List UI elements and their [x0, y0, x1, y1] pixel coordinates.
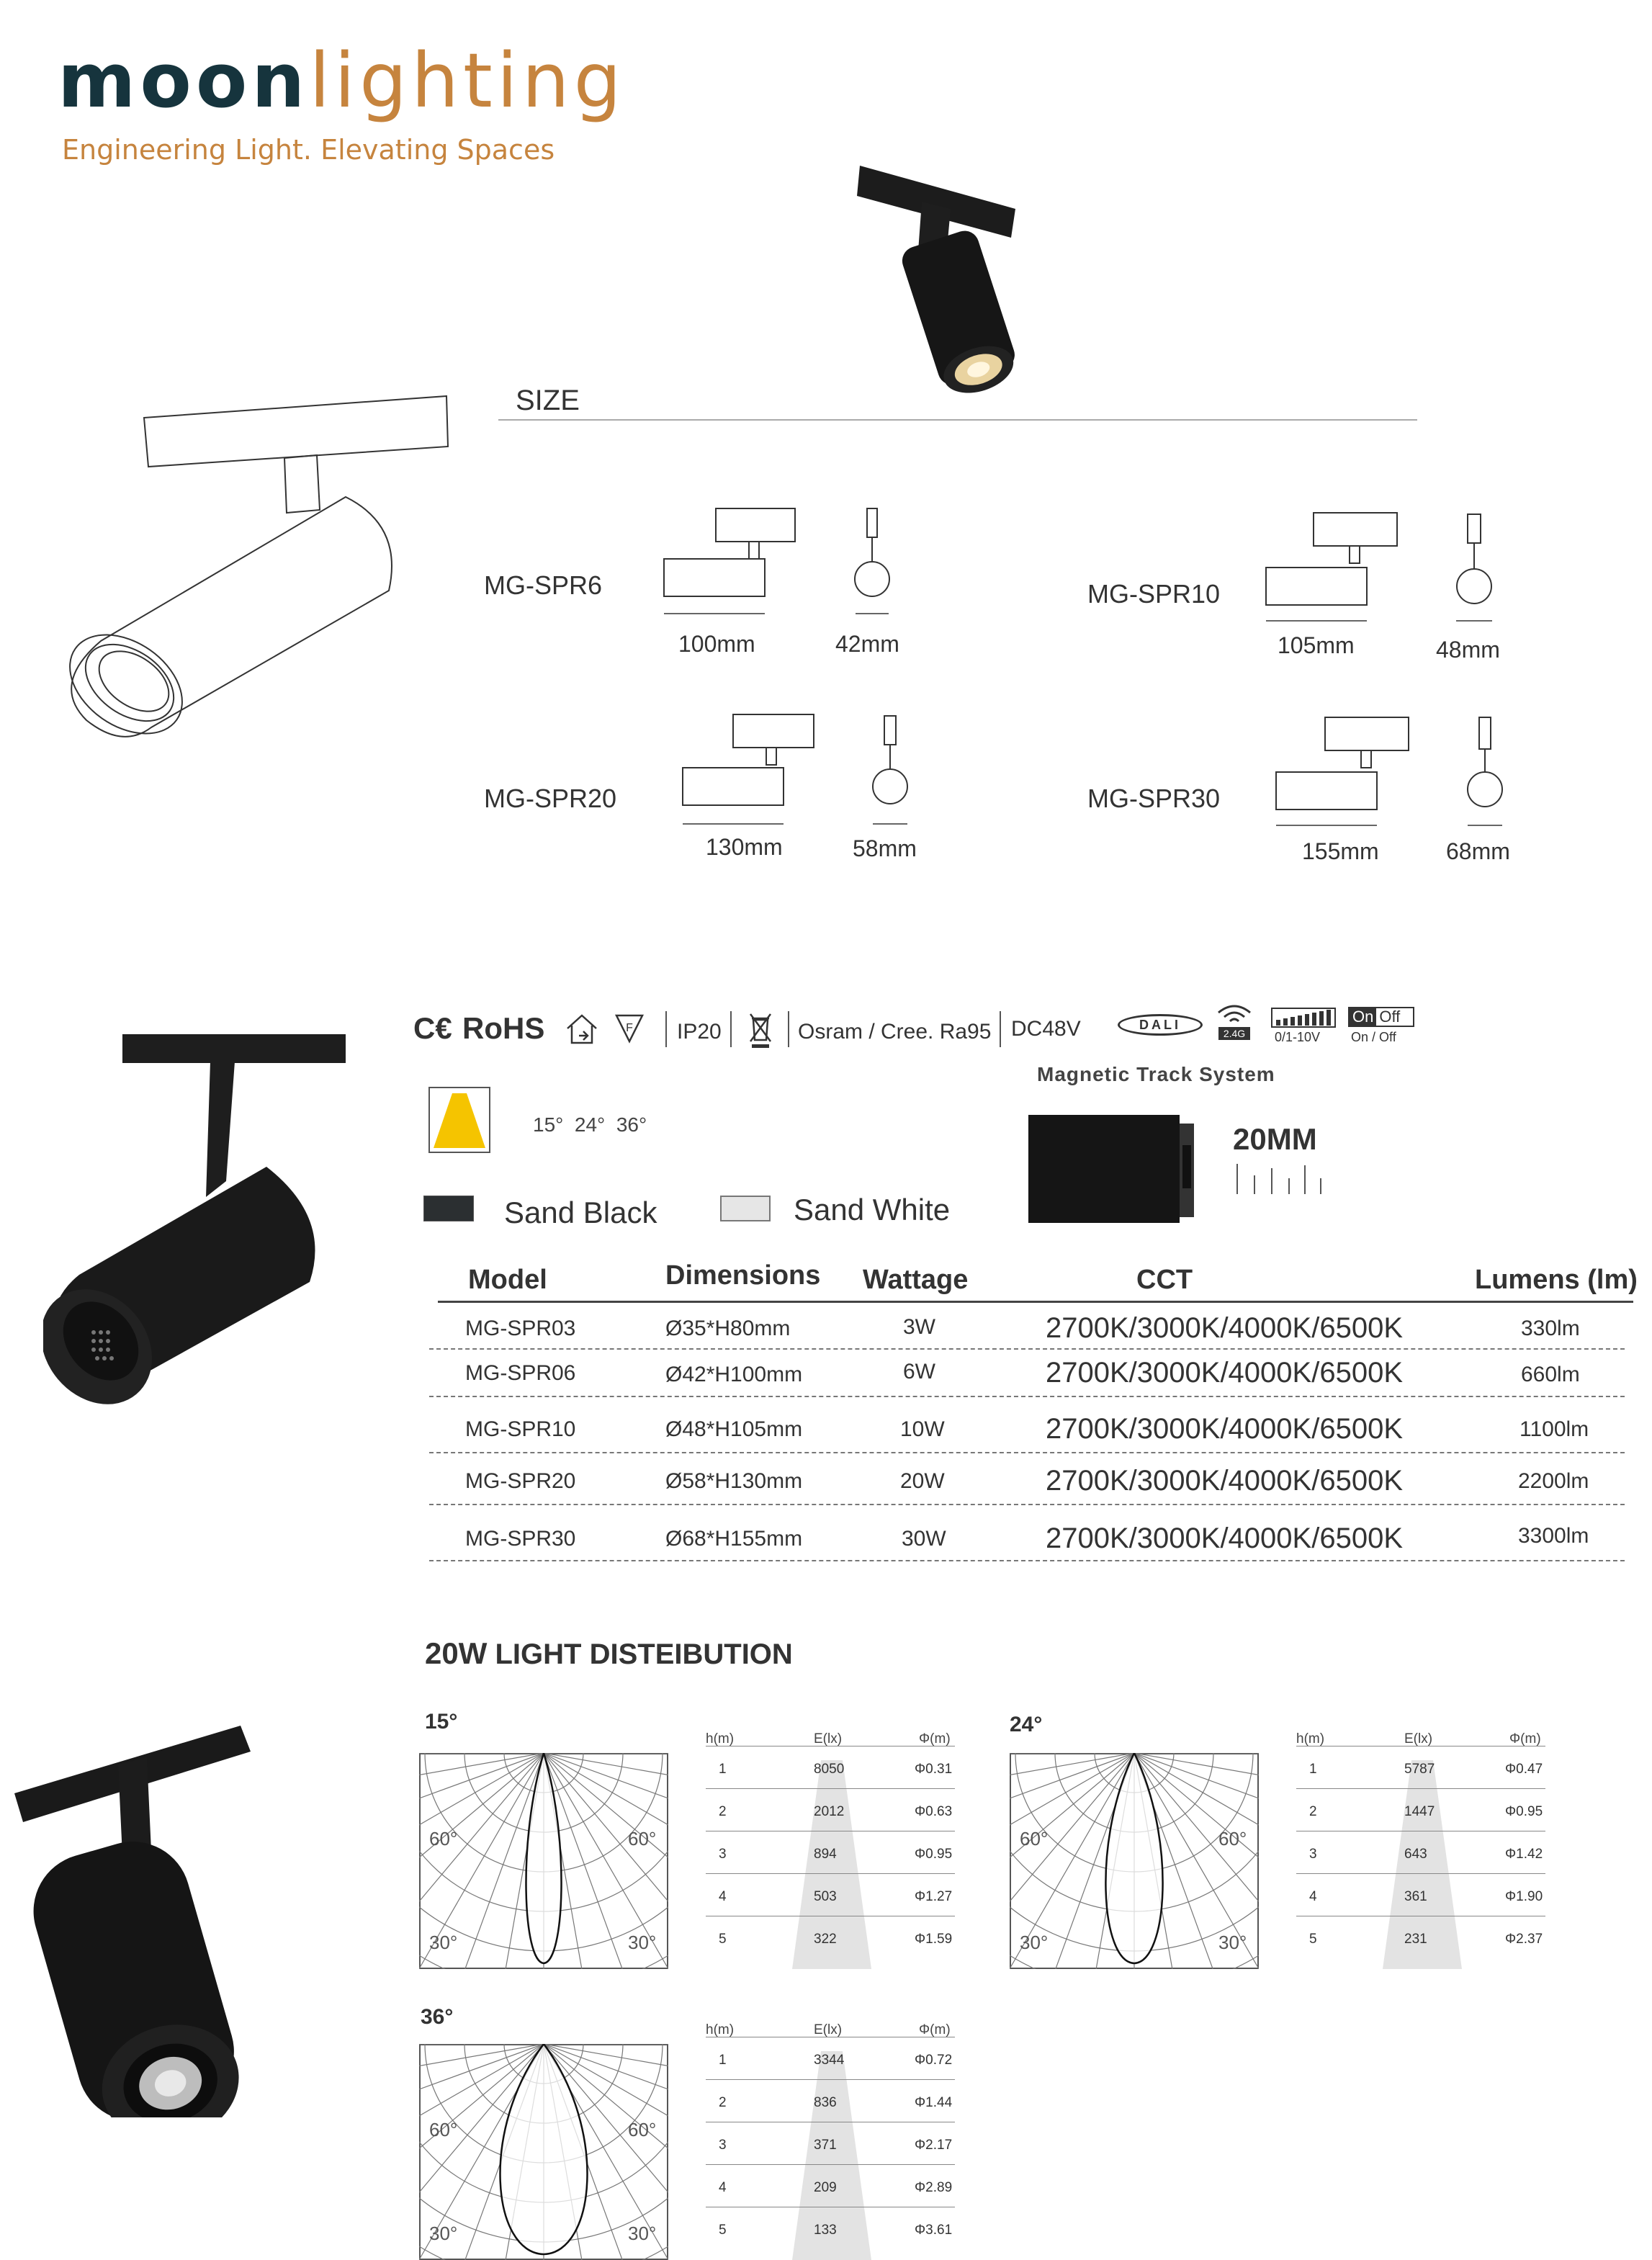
- polar-label: 60°: [628, 1828, 657, 1849]
- table-cell: 2200lm: [1518, 1469, 1589, 1493]
- distribution-cell: 643: [1404, 1847, 1427, 1862]
- distribution-cell: Φ0.72: [915, 2053, 953, 2068]
- distribution-cell: Φ0.47: [1505, 1762, 1543, 1777]
- table-cell: MG-SPR03: [465, 1317, 576, 1340]
- distribution-cell: Φ1.90: [1505, 1889, 1543, 1904]
- table-header-model: Model: [468, 1265, 547, 1295]
- wireless-badge: 2.4G: [1218, 1027, 1250, 1040]
- distribution-cell: 361: [1404, 1889, 1427, 1904]
- distribution-cell: Φ1.44: [915, 2095, 953, 2110]
- distribution-col-header: Φ(m): [1509, 1731, 1541, 1746]
- table-cell: 20W: [900, 1469, 945, 1493]
- brand-name-light: lighting: [309, 37, 626, 125]
- rohs-mark: RoHS: [462, 1011, 545, 1045]
- polar-label: 30°: [628, 1932, 657, 1953]
- distribution-cell: Φ0.95: [915, 1847, 953, 1862]
- size-title: SIZE: [516, 385, 580, 416]
- distribution-cell: 8050: [814, 1762, 845, 1777]
- distribution-cell: Φ2.37: [1505, 1932, 1543, 1947]
- table-cell: 2700K/3000K/4000K/6500K: [1046, 1413, 1403, 1445]
- distribution-cell: 5: [1309, 1932, 1317, 1947]
- product-photo-bottom: [10, 1714, 255, 2117]
- table-cell: 30W: [902, 1527, 946, 1551]
- distribution-col-header: E(lx): [1404, 1731, 1433, 1746]
- distribution-cell: 836: [814, 2095, 837, 2110]
- distribution-cell: 4: [719, 1889, 727, 1904]
- dali-badge: DALI: [1118, 1014, 1203, 1036]
- distribution-cell: 2: [719, 1804, 727, 1819]
- table-cell: 2700K/3000K/4000K/6500K: [1046, 1312, 1403, 1344]
- track-system-label: Magnetic Track System: [1037, 1063, 1275, 1085]
- distribution-col-header: E(lx): [814, 2022, 843, 2037]
- polar-label: 60°: [1020, 1828, 1049, 1849]
- distribution-col-header: Φ(m): [919, 2022, 951, 2037]
- track-ruler-icon: [1233, 1161, 1326, 1197]
- table-row-divider: [429, 1504, 1625, 1505]
- size-length: 155mm: [1302, 838, 1379, 864]
- table-row-divider: [429, 1452, 1625, 1453]
- table-header-rule: [438, 1301, 1633, 1303]
- table-cell: Ø58*H130mm: [665, 1469, 803, 1493]
- polar-label: 30°: [628, 2223, 657, 2244]
- ip-rating: IP20: [677, 1020, 722, 1044]
- distribution-angle: 15°: [425, 1710, 458, 1734]
- finish-swatch-black: [423, 1196, 474, 1221]
- chip-info: Osram / Cree. Ra95: [798, 1020, 992, 1044]
- size-drawing-spr6: [660, 504, 948, 634]
- separator: [1000, 1011, 1001, 1047]
- distribution-cell: 2012: [814, 1804, 845, 1819]
- brand-logo: [58, 37, 626, 125]
- table-cell: MG-SPR30: [465, 1527, 576, 1551]
- finish-swatch-white: [720, 1196, 771, 1221]
- distribution-col-header: E(lx): [814, 1731, 843, 1746]
- distribution-cell: 3: [719, 1847, 727, 1862]
- distribution-angle: 24°: [1010, 1713, 1043, 1736]
- dimming-label: 0/1-10V: [1275, 1030, 1321, 1044]
- table-cell: 660lm: [1521, 1363, 1580, 1386]
- distribution-cell: Φ2.89: [915, 2180, 953, 2195]
- distribution-cell: 1447: [1404, 1804, 1435, 1819]
- distribution-cell: 503: [814, 1889, 837, 1904]
- size-drawing-spr20: [677, 710, 965, 840]
- polar-label: 60°: [429, 1828, 458, 1849]
- polar-label: 30°: [429, 1932, 458, 1953]
- size-length: 130mm: [706, 834, 783, 860]
- brand-tagline: Engineering Light. Elevating Spaces: [62, 134, 555, 166]
- product-photo-top: [850, 158, 1023, 396]
- distribution-col-header: h(m): [706, 1731, 735, 1746]
- size-drawing-spr30: [1270, 713, 1558, 843]
- distribution-table-15: [706, 1731, 955, 1969]
- size-diameter: 48mm: [1436, 637, 1500, 663]
- distribution-cell: Φ3.61: [915, 2223, 953, 2238]
- table-row-divider: [429, 1348, 1625, 1350]
- voltage: DC48V: [1011, 1017, 1081, 1041]
- distribution-cell: 5787: [1404, 1762, 1435, 1777]
- product-photo-middle: [43, 1030, 346, 1448]
- table-row-divider: [1296, 1788, 1545, 1789]
- table-row-divider: [706, 2164, 955, 2165]
- distribution-col-header: Φ(m): [919, 1731, 951, 1746]
- distribution-cell: Φ0.63: [915, 1804, 953, 1819]
- size-model-label: MG-SPR20: [484, 784, 617, 813]
- distribution-cell: 133: [814, 2223, 837, 2238]
- distribution-cell: 894: [814, 1847, 837, 1862]
- table-cell: Ø68*H155mm: [665, 1527, 803, 1551]
- table-row-divider: [429, 1396, 1625, 1397]
- size-drawing-spr10: [1260, 508, 1548, 638]
- finish-label: Sand White: [794, 1193, 951, 1227]
- table-cell: Ø35*H80mm: [665, 1317, 791, 1340]
- f-mark-icon: [614, 1013, 645, 1044]
- table-cell: Ø42*H100mm: [665, 1363, 803, 1386]
- distribution-cell: 2: [1309, 1804, 1317, 1819]
- table-row-divider: [706, 2079, 955, 2080]
- distribution-cell: 4: [1309, 1889, 1317, 1904]
- distribution-cell: 1: [719, 2053, 727, 2068]
- table-row-divider: [429, 1560, 1625, 1561]
- distribution-table-24: [1296, 1731, 1545, 1969]
- separator: [665, 1011, 667, 1047]
- distribution-cell: 1: [719, 1762, 727, 1777]
- distribution-cell: Φ2.17: [915, 2138, 953, 2153]
- table-cell: 1100lm: [1519, 1417, 1589, 1441]
- switch-badge: [1348, 1007, 1414, 1027]
- table-cell: MG-SPR20: [465, 1469, 576, 1493]
- polar-label: 60°: [1218, 1828, 1247, 1849]
- table-header-cct: CCT: [1136, 1265, 1193, 1295]
- track-profile-image: [1025, 1109, 1198, 1232]
- track-size: 20MM: [1233, 1122, 1317, 1156]
- table-cell: 2700K/3000K/4000K/6500K: [1046, 1523, 1403, 1554]
- distribution-cell: Φ1.59: [915, 1932, 953, 1947]
- distribution-title-text: LIGHT DISTEIBUTION: [495, 1638, 793, 1670]
- separator: [730, 1011, 732, 1047]
- table-row-divider: [706, 1873, 955, 1874]
- separator: [788, 1011, 789, 1047]
- beam-angle: 15°: [533, 1113, 564, 1136]
- table-cell: 2700K/3000K/4000K/6500K: [1046, 1357, 1403, 1389]
- beam-angles: [533, 1113, 647, 1136]
- distribution-angle: 36°: [421, 2005, 454, 2029]
- brand-name-dark: moon: [58, 37, 310, 125]
- table-cell: MG-SPR06: [465, 1361, 576, 1385]
- distribution-cell: 371: [814, 2138, 837, 2153]
- ce-mark: C€: [413, 1011, 452, 1045]
- distribution-cell: 5: [719, 2223, 727, 2238]
- distribution-cell: 231: [1404, 1932, 1427, 1947]
- distribution-cell: 322: [814, 1932, 837, 1947]
- svg-text:F: F: [626, 1022, 633, 1034]
- distribution-title: [425, 1636, 793, 1671]
- distribution-cell: 1: [1309, 1762, 1317, 1777]
- beam-angle-icon: [428, 1086, 491, 1154]
- size-divider: [498, 419, 1417, 421]
- size-length: 100mm: [678, 631, 755, 657]
- distribution-cell: 3: [1309, 1847, 1317, 1862]
- table-cell: 330lm: [1521, 1317, 1580, 1340]
- polar-label: 60°: [429, 2119, 458, 2140]
- table-header-wattage: Wattage: [863, 1265, 969, 1295]
- polar-label: 30°: [429, 2223, 458, 2244]
- table-row-divider: [1296, 1873, 1545, 1874]
- size-model-label: MG-SPR30: [1087, 784, 1221, 813]
- table-cell: 2700K/3000K/4000K/6500K: [1046, 1465, 1403, 1497]
- switch-off: Off: [1379, 1008, 1401, 1026]
- polar-label: 60°: [628, 2119, 657, 2140]
- distribution-cell: 209: [814, 2180, 837, 2195]
- product-line-drawing: [43, 382, 475, 771]
- polar-label: 30°: [1218, 1932, 1247, 1953]
- size-model-label: MG-SPR10: [1087, 579, 1221, 609]
- polar-label: 30°: [1020, 1932, 1049, 1953]
- switch-on: On: [1350, 1008, 1376, 1026]
- size-length: 105mm: [1278, 632, 1355, 658]
- table-cell: 3300lm: [1518, 1524, 1589, 1548]
- size-diameter: 42mm: [835, 631, 899, 657]
- finish-label: Sand Black: [504, 1196, 657, 1229]
- distribution-cell: 5: [719, 1932, 727, 1947]
- distribution-cell: 4: [719, 2180, 727, 2195]
- beam-angle: 36°: [616, 1113, 647, 1136]
- distribution-cell: 3: [719, 2138, 727, 2153]
- distribution-wattage: 20W: [425, 1636, 488, 1670]
- size-diameter: 58mm: [853, 835, 917, 861]
- distribution-table-36: [706, 2022, 955, 2260]
- distribution-cell: Φ0.31: [915, 1762, 953, 1777]
- distribution-cell: Φ1.42: [1505, 1847, 1543, 1862]
- switch-label: On / Off: [1351, 1030, 1396, 1044]
- wifi-icon: [1216, 1003, 1253, 1026]
- distribution-cell: 2: [719, 2095, 727, 2110]
- table-header-dimensions: Dimensions: [665, 1260, 821, 1291]
- table-cell: MG-SPR10: [465, 1417, 576, 1441]
- table-header-lumens: Lumens (lm): [1475, 1265, 1638, 1295]
- size-diameter: 68mm: [1446, 838, 1510, 864]
- house-recycle-icon: [563, 1011, 606, 1047]
- distribution-cell: 3344: [814, 2053, 845, 2068]
- table-row-divider: [706, 1788, 955, 1789]
- distribution-col-header: h(m): [706, 2022, 735, 2037]
- table-cell: 6W: [903, 1360, 935, 1384]
- distribution-cell: Φ1.27: [915, 1889, 953, 1904]
- table-cell: 10W: [900, 1417, 945, 1441]
- dimming-bars-icon: [1270, 1007, 1337, 1028]
- table-cell: 3W: [903, 1315, 935, 1339]
- beam-angle: 24°: [574, 1113, 606, 1136]
- table-cell: Ø48*H105mm: [665, 1417, 803, 1441]
- distribution-cell: Φ0.95: [1505, 1804, 1543, 1819]
- distribution-col-header: h(m): [1296, 1731, 1325, 1746]
- weee-bin-icon: [746, 1011, 775, 1049]
- size-model-label: MG-SPR6: [484, 570, 603, 600]
